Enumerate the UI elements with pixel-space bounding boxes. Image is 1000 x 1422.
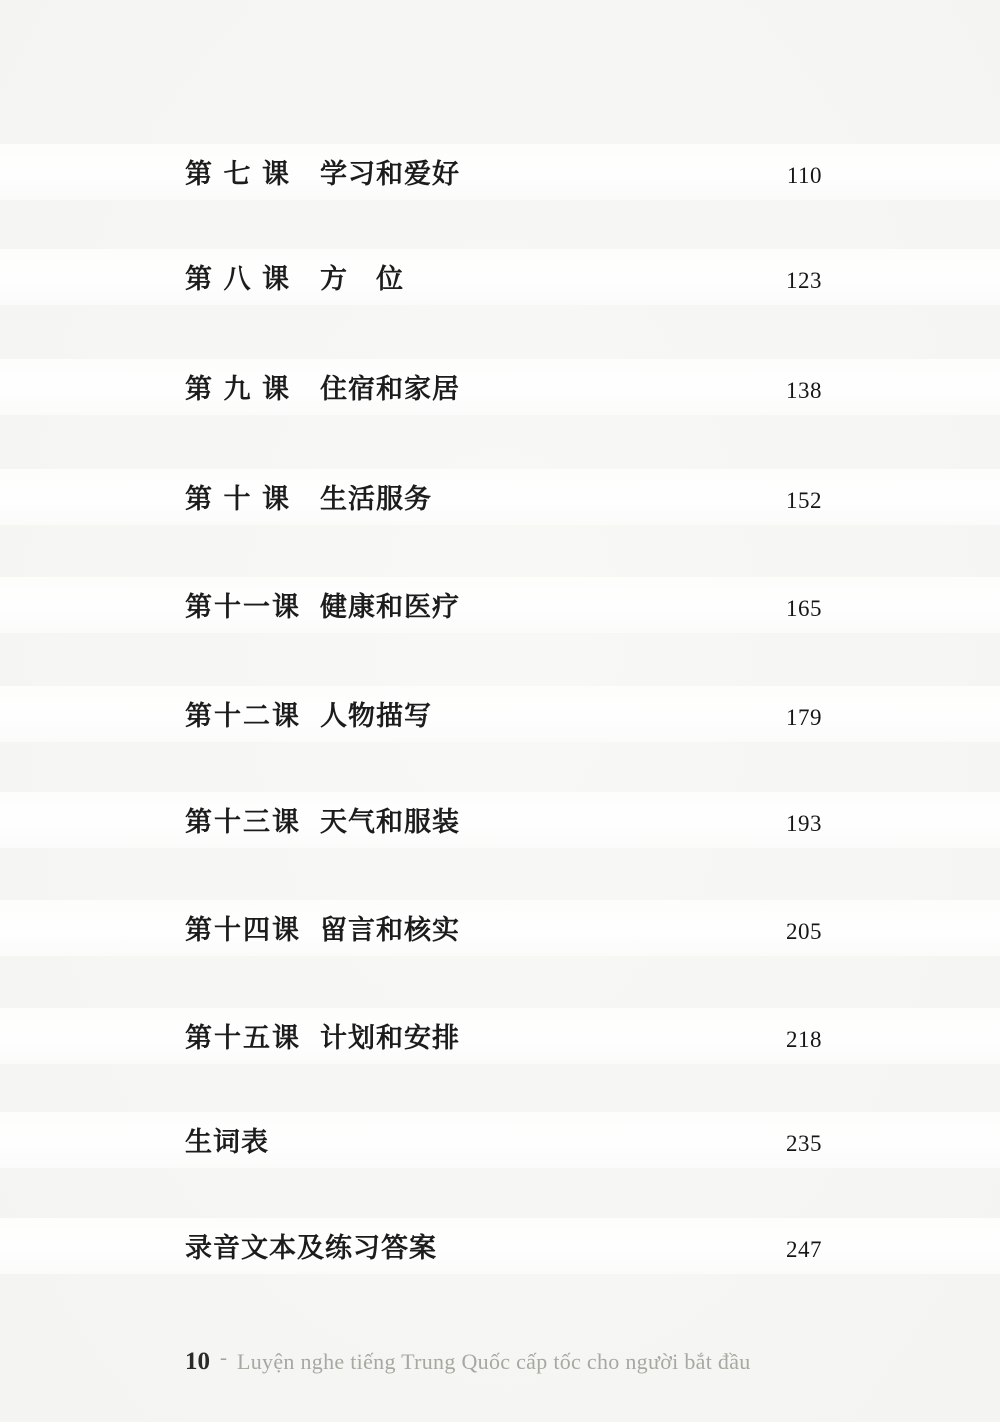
toc-entry-lesson-label: 第 七 课	[185, 159, 292, 189]
toc-entry-lesson-label: 第十一课	[185, 592, 301, 622]
toc-entry-title: 计划和安排	[320, 1023, 460, 1053]
toc-entry-page-number: 152	[786, 488, 822, 513]
toc-entry-lesson-label: 第十三课	[185, 807, 301, 837]
toc-entry-page-number: 110	[786, 163, 822, 188]
toc-entry	[0, 249, 1000, 305]
toc-entry	[0, 686, 1000, 742]
toc-entry-title: 人物描写	[320, 701, 432, 731]
toc-entry	[0, 359, 1000, 415]
toc-entry	[0, 792, 1000, 848]
toc-entry-title: 留言和核实	[320, 915, 460, 945]
toc-entry-page-number: 247	[786, 1237, 822, 1262]
toc-entry	[0, 577, 1000, 633]
toc-entry	[0, 144, 1000, 200]
footer-page-number: 10	[185, 1348, 210, 1375]
toc-entry-page-number: 179	[786, 705, 822, 730]
toc-entry-lesson-label: 第 十 课	[185, 484, 292, 514]
toc-entry-page-number: 123	[786, 268, 822, 293]
toc-entry	[0, 1008, 1000, 1064]
footer-book-title: Luyện nghe tiếng Trung Quốc cấp tốc cho người bắt đầu	[237, 1349, 751, 1374]
page-footer	[185, 1345, 751, 1376]
toc-entry-title: 学习和爱好	[320, 159, 460, 189]
toc-entry-page-number: 138	[786, 378, 822, 403]
toc-entry-lesson-label: 第十五课	[185, 1023, 301, 1053]
toc-entry-title: 生活服务	[320, 484, 432, 514]
toc-entry-page-number: 218	[786, 1027, 822, 1052]
toc-entry	[0, 1218, 1000, 1274]
toc-entry-lesson-label: 第 九 课	[185, 374, 292, 404]
toc-entry-title: 生词表	[185, 1127, 269, 1157]
toc-entry	[0, 900, 1000, 956]
toc-entry-title: 方 位	[320, 264, 404, 294]
toc-entry-lesson-label: 第十二课	[185, 701, 301, 731]
toc-entry-lesson-label: 第十四课	[185, 915, 301, 945]
toc-entry-lesson-label: 第 八 课	[185, 264, 292, 294]
toc-entry	[0, 469, 1000, 525]
toc-entry-title: 健康和医疗	[320, 592, 460, 622]
toc-entry-page-number: 205	[786, 919, 822, 944]
toc-entry-title: 录音文本及练习答案	[185, 1233, 437, 1263]
toc-entry-title: 天气和服装	[320, 807, 460, 837]
toc-entry	[0, 1112, 1000, 1168]
toc-entry-page-number: 165	[786, 596, 822, 621]
toc-entry-page-number: 193	[786, 811, 822, 836]
toc-entry-page-number: 235	[786, 1131, 822, 1156]
footer-separator: -	[220, 1345, 227, 1369]
toc-entry-title: 住宿和家居	[320, 374, 460, 404]
